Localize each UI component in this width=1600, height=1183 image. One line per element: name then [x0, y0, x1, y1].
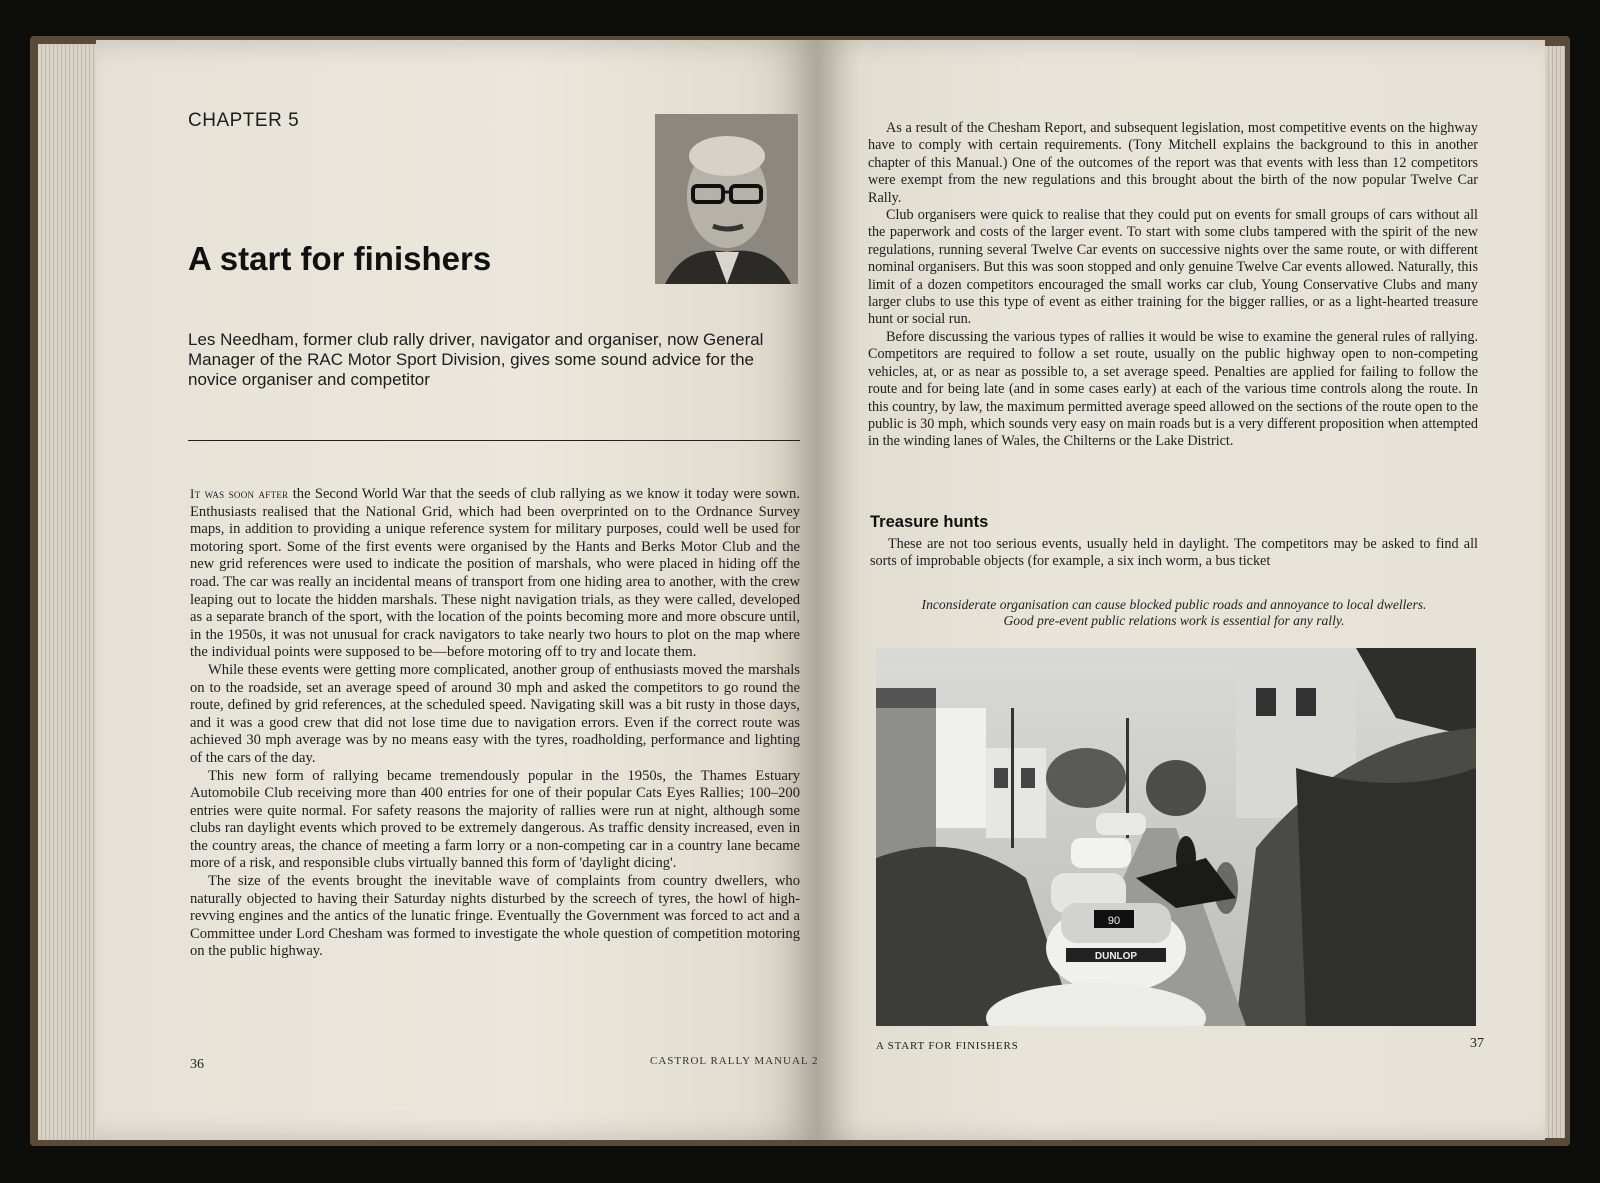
- rally-photo: [876, 648, 1476, 1026]
- running-footer-left: CASTROL RALLY MANUAL 2: [650, 1055, 819, 1067]
- right-paragraph-1: As a result of the Chesham Report, and subsequent legislation, most competitive events on the highway have to comply with certain requirements. (Tony Mitchell explains the background to this in another chapter of this Manual.) One of the outcomes of the report was that events with less than 12 competitors were exempt from the new regulations and this brought about the birth of the now popular Twelve Car Rally.: [868, 120, 1478, 206]
- caption-line-2: Good pre-event public relations work is essential for any rally.: [1003, 613, 1345, 628]
- paragraph-3: This new form of rallying became tremendously popular in the 1950s, the Thames Estuary Automobile Club receiving more than 400 entries for one of their popular Cats Eyes Rallies; 100–200 entries were quite normal. For safety reasons the majority of rallies were run at night, although some clubs ran daylight events which proved to be extremely dangerous. As traffic density increased, even in the country areas, the chance of meeting a farm lorry or a non-competing car in a country lane became more of a risk, and responsible clubs virtually banned this form of 'daylight dicing'.: [190, 767, 800, 872]
- car-number: 90: [1107, 915, 1121, 927]
- author-portrait: [655, 114, 798, 284]
- paragraph-2: While these events were getting more complicated, another group of enthusiasts moved the marshals on to the roadside, set an average speed of around 30 mph and asked the competitors to go round the route, defined by grid references, at the scheduled speed. Navigating skill was a bit rusty in those days, and it was a good crew that did not lose time due to navigation errors. Even if the correct route was achieved 30 mph average was by no means easy with the tyres, roadholding, performance and lighting of the cars of the day.: [190, 661, 800, 766]
- right-body-text: [868, 120, 1478, 451]
- right-paragraph-2: Club organisers were quick to realise that they could put on events for small groups of cars without all the paperwork and costs of the larger event. To start with some clubs tampered with the spirit of the new regulations, running several Twelve Car events on successive nights over the same route, or with different nominal organisers. But this was soon stopped and only genuine Twelve Car events allowed. Naturally, this limit of a dozen competitors encouraged the small works car club, Young Conservative Clubs and many larger clubs to use this type of event as either training for the bigger rallies, or as a light-hearted treasure hunt or social run.: [868, 207, 1478, 328]
- treasure-hunts-text: [870, 536, 1478, 571]
- left-body-text: [190, 485, 800, 961]
- running-footer-right: A START FOR FINISHERS: [876, 1040, 1019, 1052]
- subheading-treasure-hunts: Treasure hunts: [870, 513, 989, 531]
- section-rule: [188, 440, 800, 441]
- standfirst: Les Needham, former club rally driver, navigator and organiser, now General Manager of the RAC Motor Sport Division, gives some sound advice for the novice organiser and competitor: [188, 330, 764, 389]
- page-number-right: 37: [1470, 1036, 1484, 1051]
- paragraph-1-text: the Second World War that the seeds of club rallying as we know it today were sown. Enthusiasts realised that the National Grid, which had been overprinted on to the Ordnance Survey maps, in addition to providing a unique reference system for military purposes, could well be used for motoring sport. Some of the first events were organised by the Hants and Berks Motor Club and the new grid references were used to indicate the position of marshals, who were placed in hiding off the road. The car was really an incidental means of transport from one hiding area to another, with the crew leaping out to locate the hidden marshals. These night navigation trials, as they were called, developed as a separate branch of the sport, with the location of the points becoming more and more obscure until, in the 1950s, it was not unusual for crack navigators to take nearly two hours to plot on the map where the individual points were supposed to be—before motoring off to try and locate them.: [190, 486, 801, 661]
- right-paragraph-3: Before discussing the various types of rallies it would be wise to examine the general rules of rallying. Competitors are required to follow a set route, usually on the public highway open to non-competing vehicles, at, or as near as possible to, a set average speed. Penalties are applied for failing to follow the route and for being late (and in some cases early) at each of the various time controls along the route. In this country, by law, the maximum permitted average speed allowed on the sections of the route open to the public is 30 mph, which sounds very easy on main roads but is a very different proposition when attempted in the winding lanes of Wales, the Chilterns or the Lake District.: [868, 328, 1478, 450]
- lead-in: It was soon after: [190, 486, 289, 501]
- caption-line-1: Inconsiderate organisation can cause blocked public roads and annoyance to local dwellers.: [921, 597, 1427, 612]
- rally-photo-image: [876, 648, 1476, 1026]
- page-number-left: 36: [190, 1057, 204, 1072]
- right-page-stack: [1545, 46, 1565, 1138]
- chapter-label: CHAPTER 5: [188, 110, 300, 131]
- photo-caption: [868, 597, 1480, 629]
- car-sponsor-plate: DUNLOP: [1094, 951, 1138, 962]
- paragraph-4: The size of the events brought the inevitable wave of complaints from country dwellers, who naturally objected to having their Saturday nights disturbed by the screech of tyres, the howl of high-revving engines and the antics of the lunatic fringe. Eventually the Government was forced to act and a Committee under Lord Chesham was formed to investigate the whole question of competition motoring on the public highway.: [190, 873, 800, 960]
- paragraph-1: [190, 485, 800, 662]
- right-paragraph-4: These are not too serious events, usually held in daylight. The competitors may be asked to find all sorts of improbable objects (for example, a six inch worm, a bus ticket: [870, 536, 1478, 570]
- portrait-image: [655, 114, 798, 284]
- chapter-title: A start for finishers: [188, 240, 492, 277]
